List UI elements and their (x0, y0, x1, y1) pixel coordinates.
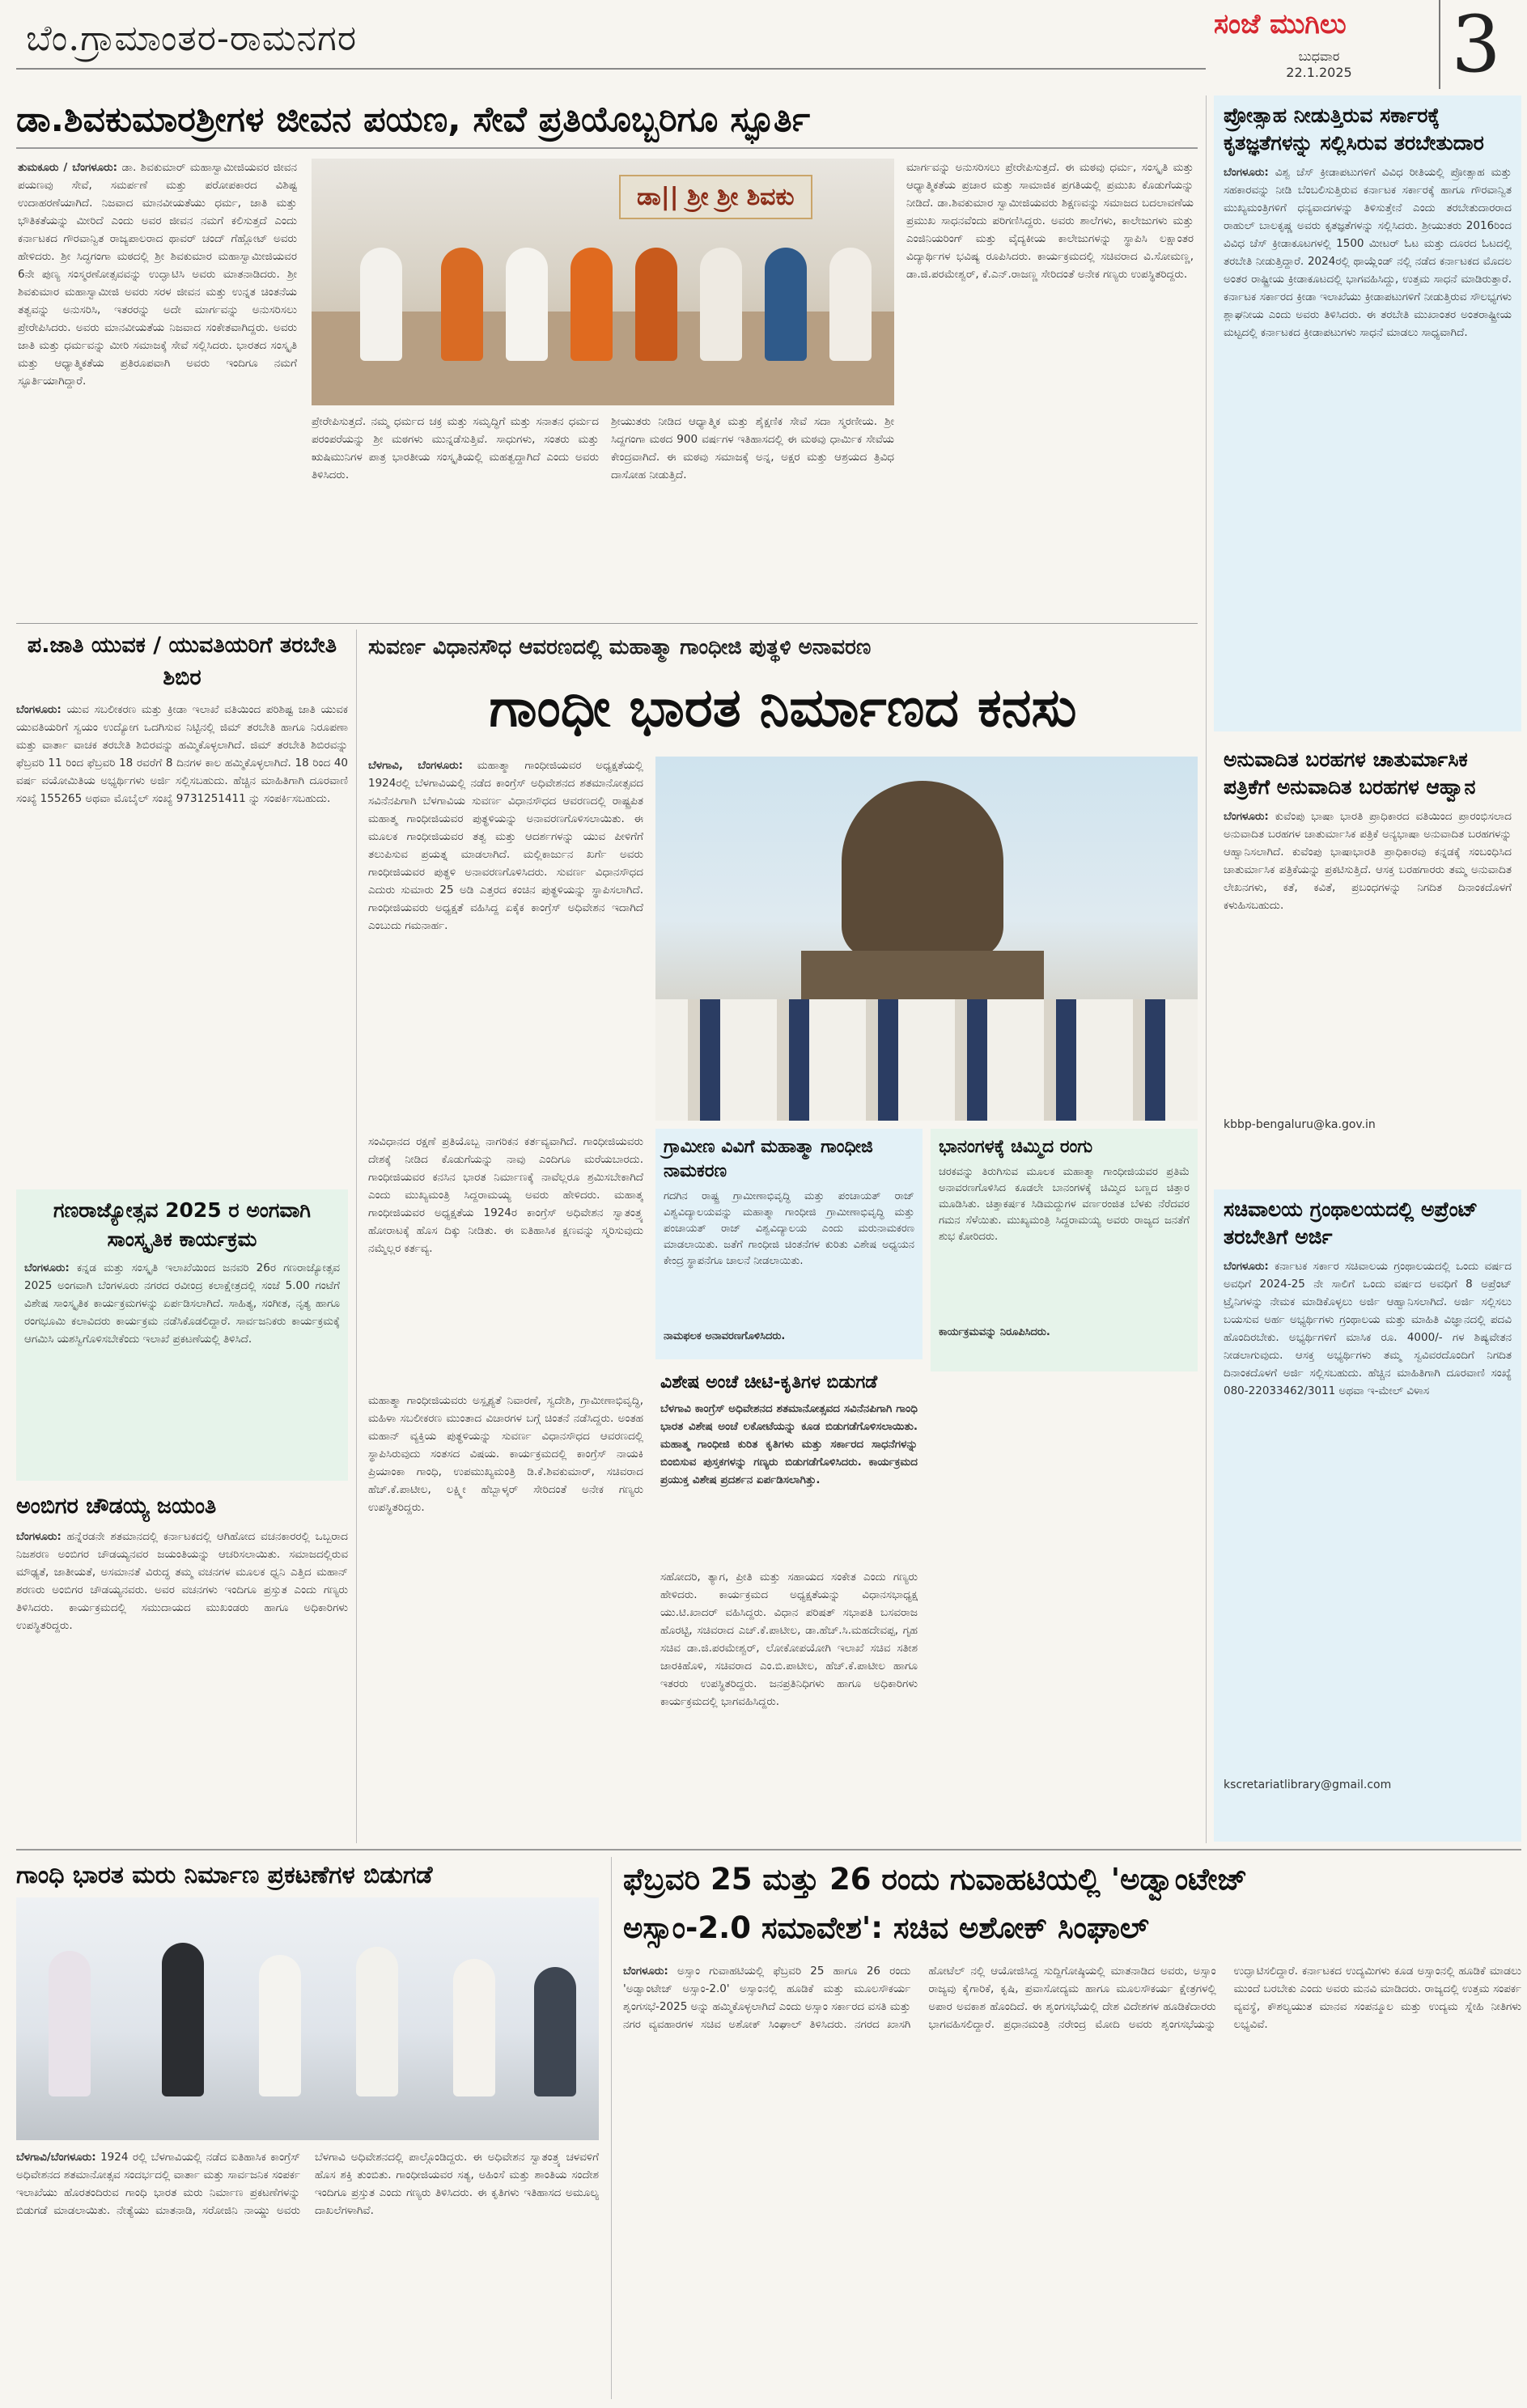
center-headline: ಗಾಂಧೀ ಭಾರತ ನಿರ್ಮಾಣದ ಕನಸು (489, 676, 1077, 739)
lead-body-fifth: ಮಾರ್ಗವನ್ನು ಅನುಸರಿಸಲು ಪ್ರೇರೇಪಿಸುತ್ತದೆ. ಈ ಮಠವು ಧರ್ಮ, ಸಂಸ್ಕೃತಿ ಮತ್ತು ಆಧ್ಯಾತ್ಮಿಕತೆಯ ಪ್ರಚಾರ ಮತ್ತು ಸಾಮಾಜಿಕ ಪ್ರಗತಿಯಲ್ಲಿ ಪ್ರಮುಖ ಕೊಡುಗೆಯನ್ನು ನೀಡಿದೆ. ಡಾ.ಶಿವಕುಮಾರ ಸ್ವಾಮೀಜಿಯವರು ಶಿಕ್ಷಣವನ್ನು ಸಮಾಜದ ಬದಲಾವಣೆಯ ಪ್ರಮುಖ ಸಾಧನವೆಂದು ಪರಿಗಣಿಸಿದ್ದರು. ಅವರು ಶಾಲೆಗಳು, ಕಾಲೇಜುಗಳು ಮತ್ತು ಎಂಜಿನಿಯರಿಂಗ್ ಮತ್ತು ವೈದ್ಯಕೀಯ ಕಾಲೇಜುಗಳನ್ನು ಸ್ಥಾಪಿಸಿ ಲಕ್ಷಾಂತರ ವಿದ್ಯಾರ್ಥಿಗಳ ಭವಿಷ್ಯ ರೂಪಿಸಿದರು. ಕಾರ್ಯಕ್ರಮದಲ್ಲಿ ಸಚಿವರಾದ ವಿ.ಸೋಮಣ್ಣ, ಡಾ.ಜಿ.ಪರಮೇಶ್ವರ್, ಕೆ.ಎನ್.ರಾಜಣ್ಣ ಸೇರಿದಂತೆ ಅನೇಕ ಗಣ್ಯರು ಉಪಸ್ಥಿತರಿದ್ದರು. (906, 161, 1194, 281)
ambigara-headline: ಅಂಬಿಗರ ಚೌಡಯ್ಯ ಜಯಂತಿ (16, 1494, 217, 1519)
center-body-bottom: ಮಹಾತ್ಮಾ ಗಾಂಧೀಜಿಯವರು ಅಸ್ಪೃಶ್ಯತೆ ನಿವಾರಣೆ, ಸ್ವದೇಶಿ, ಗ್ರಾಮೀಣಾಭಿವೃದ್ಧಿ, ಮಹಿಳಾ ಸಬಲೀಕರಣ ಮುಂತಾದ ವಿಚಾರಗಳ ಬಗ್ಗೆ ಚಿಂತನೆ ನಡೆಸಿದ್ದರು. ಅಂತಹ ಮಹಾನ್ ವ್ಯಕ್ತಿಯ ಪುತ್ಥಳಿಯನ್ನು ಸುವರ್ಣ ವಿಧಾನಸೌಧದ ಆವರಣದಲ್ಲಿ ಸ್ಥಾಪಿಸಿರುವುದು ಸಂತಸದ ವಿಷಯ. ಕಾರ್ಯಕ್ರಮದಲ್ಲಿ ಕಾಂಗ್ರೆಸ್ ನಾಯಕಿ ಪ್ರಿಯಾಂಕಾ ಗಾಂಧಿ, ಉಪಮುಖ್ಯಮಂತ್ರಿ ಡಿ.ಕೆ.ಶಿವಕುಮಾರ್, ಸಚಿವರಾದ ಹೆಚ್.ಕೆ.ಪಾಟೀಲ, ಲಕ್ಷ್ಮೀ ಹೆಬ್ಬಾಳ್ಕರ್ ಸೇರಿದಂತೆ ಅನೇಕ ಗಣ್ಯರು ಉಪಸ್ಥಿತರಿದ್ದರು. (368, 1394, 643, 1514)
photo-figure-2 (441, 248, 483, 361)
photo-figure-7 (765, 248, 807, 361)
right-bottom-body: ಕರ್ನಾಟಕ ಸರ್ಕಾರ ಸಚಿವಾಲಯ ಗ್ರಂಥಾಲಯದಲ್ಲಿ ಒಂದು ವರ್ಷದ ಅವಧಿಗೆ 2024-25 ನೇ ಸಾಲಿಗೆ ಒಂದು ವರ್ಷದ ಅವಧಿಗೆ 8 ಅಪ್ರೆಂಟ್ ಟ್ರೈನಿಗಳನ್ನು ನೇಮಕ ಮಾಡಿಕೊಳ್ಳಲು ಅರ್ಜಿ ಆಹ್ವಾನಿಸಲಾಗಿದೆ. ಅರ್ಜಿ ಸಲ್ಲಿಸಲು ಬಯಸುವ ಅರ್ಹ ಅಭ್ಯರ್ಥಿಗಳು ಗ್ರಂಥಾಲಯ ಮತ್ತು ಮಾಹಿತಿ ವಿಜ್ಞಾನದಲ್ಲಿ ಪದವಿ ಹೊಂದಿರಬೇಕು. ಅಭ್ಯರ್ಥಿಗಳಿಗೆ ಮಾಸಿಕ ರೂ. 4000/- ಗಳ ಶಿಷ್ಯವೇತನ ನೀಡಲಾಗುವುದು. ಆಸಕ್ತ ಅಭ್ಯರ್ಥಿಗಳು ತಮ್ಮ ಸ್ವವಿವರದೊಂದಿಗೆ ನಿಗದಿತ ದಿನಾಂಕದೊಳಗೆ ಅರ್ಜಿ ಸಲ್ಲಿಸಬಹುದು. ಹೆಚ್ಚಿನ ಮಾಹಿತಿಗಾಗಿ ದೂರವಾಣಿ ಸಂಖ್ಯೆ 080-22033462/3011 ಅಥವಾ ಇ-ಮೇಲ್ ವಿಳಾಸ (1224, 1260, 1512, 1397)
bottom-left-photo (16, 1897, 599, 2140)
sc-training-article (16, 630, 348, 1172)
bottom-photo-person-1 (49, 1951, 91, 2096)
photo-figure-5 (635, 248, 677, 361)
bottom-photo-person-4 (356, 1947, 398, 2096)
vishesha-box-title: ವಿಶೇಷ ಅಂಚೆ ಚೀಟಿ-ಕೃತಿಗಳ ಬಿಡುಗಡೆ (660, 1372, 878, 1393)
right-bottom-email[interactable]: kscretariatlibrary@gmail.com (1224, 1778, 1392, 1791)
center-body-left: ಮಹಾತ್ಮಾ ಗಾಂಧೀಜಿಯವರ ಅಧ್ಯಕ್ಷತೆಯಲ್ಲಿ 1924ರಲ್ಲಿ ಬೆಳಗಾವಿಯಲ್ಲಿ ನಡೆದ ಕಾಂಗ್ರೆಸ್ ಅಧಿವೇಶನದ ಶತಮಾನೋತ್ಸವದ ಸವಿನೆನಪಿಗಾಗಿ ಬೆಳಗಾವಿಯ ಸುವರ್ಣ ವಿಧಾನಸೌಧದ ಆವರಣದಲ್ಲಿ ರಾಷ್ಟ್ರಪಿತ ಮಹಾತ್ಮ ಗಾಂಧೀಜಿಯವರ ಪುತ್ಥಳಿಯನ್ನು ಅನಾವರಣಗೊಳಿಸಲಾಯಿತು. ಈ ಮೂಲಕ ಗಾಂಧೀಜಿಯವರ ತತ್ವ ಮತ್ತು ಆದರ್ಶಗಳನ್ನು ಯುವ ಪೀಳಿಗೆಗೆ ತಲುಪಿಸುವ ಪ್ರಯತ್ನ ಮಾಡಲಾಗಿದೆ. ಮಲ್ಲಿಕಾರ್ಜುನ ಖರ್ಗೆ ಅವರು ಗಾಂಧೀಜಿಯವರ ಪುತ್ಥಳಿ ಅನಾವರಣಗೊಳಿಸಿದರು. ಸುವರ್ಣ ವಿಧಾನಸೌಧದ ಎದುರು ಸುಮಾರು 25 ಅಡಿ ಎತ್ತರದ ಕಂಚಿನ ಪುತ್ಥಳಿಯನ್ನು ಸ್ಥಾಪಿಸಲಾಗಿದೆ. ಗಾಂಧೀಜಿಯವರು ಅಧ್ಯಕ್ಷತೆ ವಹಿಸಿದ್ದ ಏಕೈಕ ಕಾಂಗ್ರೆಸ್ ಅಧಿವೇಶನ ಇದಾಗಿದೆ ಎಂಬುದು ಗಮನಾರ್ಹ. (368, 759, 643, 932)
bottom-left-body: 1924 ರಲ್ಲಿ ಬೆಳಗಾವಿಯಲ್ಲಿ ನಡೆದ ಐತಿಹಾಸಿಕ ಕಾಂಗ್ರೆಸ್ ಅಧಿವೇಶನದ ಶತಮಾನೋತ್ಸವ ಸಂದರ್ಭದಲ್ಲಿ ವಾರ್ತಾ ಮತ್ತು ಸಾರ್ವಜನಿಕ ಸಂಪರ್ಕ ಇಲಾಖೆಯು ಹೊರತಂದಿರುವ ಗಾಂಧಿ ಭಾರತ ಮರು ನಿರ್ಮಾಣ ಪ್ರಕಟಣೆಗಳನ್ನು ಬಿಡುಗಡೆ ಮಾಡಲಾಯಿತು. ನೇತ್ಯೆಯು ಮಾತನಾಡಿ, ಸರೋಜಿನಿ ನಾಯ್ಡು ಅವರು ಬೆಳಗಾವಿ ಅಧಿವೇಶನದಲ್ಲಿ ಪಾಲ್ಗೊಂಡಿದ್ದರು. ಈ ಅಧಿವೇಶನ ಸ್ವಾತಂತ್ರ್ಯ ಚಳವಳಿಗೆ ಹೊಸ ಶಕ್ತಿ ತುಂಬಿತು. ಗಾಂಧೀಜಿಯವರ ಸತ್ಯ, ಅಹಿಂಸೆ ಮತ್ತು ಶಾಂತಿಯ ಸಂದೇಶ ಇಂದಿಗೂ ಪ್ರಸ್ತುತ ಎಂದು ಗಣ್ಯರು ತಿಳಿಸಿದರು. ಈ ಕೃತಿಗಳು ಇತಿಹಾಸದ ಅಮೂಲ್ಯ ದಾಖಲೆಗಳಾಗಿವೆ. (16, 2151, 599, 2217)
bhana-box-body: ಚರಕವನ್ನು ತಿರುಗಿಸುವ ಮೂಲಕ ಮಹಾತ್ಮಾ ಗಾಂಧೀಜಿಯವರ ಪ್ರತಿಮೆ ಅನಾವರಣಗೊಳಿಸಿದ ಕೂಡಲೇ ಬಾನಂಗಳಕ್ಕೆ ಚಿಮ್ಮಿದ ಬಣ್ಣದ ಚಿತ್ತಾರ ಮೂಡಿಸಿತು. ಚಿತ್ತಾಕರ್ಷಕ ಸಿಡಿಮದ್ದುಗಳ ವರ್ಣರಂಜಿತ ಬೆಳಕು ನೆರೆದವರ ಗಮನ ಸೆಳೆಯಿತು. ಮುಖ್ಯಮಂತ್ರಿ ಸಿದ್ದರಾಮಯ್ಯ ಅವರು ರಾಜ್ಯದ ಜನತೆಗೆ ಶುಭ ಕೋರಿದರು. (939, 1166, 1190, 1243)
sc-training-dateline: ಬೆಂಗಳೂರು: (16, 703, 62, 716)
issue-day: ಬುಧವಾರ (1298, 49, 1340, 64)
rule-left-col (356, 630, 357, 1843)
logo-text: ಸಂಜೆ ಮುಗಿಲು (1214, 8, 1347, 40)
sc-training-body: ಯುವ ಸಬಲೀಕರಣ ಮತ್ತು ಕ್ರೀಡಾ ಇಲಾಖೆ ವತಿಯಿಂದ ಪರಿಶಿಷ್ಟ ಜಾತಿ ಯುವಕ ಯುವತಿಯರಿಗೆ ಸ್ವಯಂ ಉದ್ಯೋಗ ಒದಗಿಸುವ ನಿಟ್ಟಿನಲ್ಲಿ ಜಿಮ್ ತರಬೇತಿ ಹಾಗೂ ನಿರೂಪಣಾ ಮತ್ತು ವಾರ್ತಾ ವಾಚಕ ತರಬೇತಿ ಶಿಬಿರವನ್ನು ಹಮ್ಮಿಕೊಳ್ಳಲಾಗಿದೆ. ಜಿಮ್ ತರಬೇತಿ ಶಿಬಿರವನ್ನು ಫೆಬ್ರವರಿ 11 ರಿಂದ ಫೆಬ್ರವರಿ 18 ರವರೆಗೆ 8 ದಿನಗಳ ಕಾಲ ಹಮ್ಮಿಕೊಳ್ಳಲಾಗಿದೆ. 18 ರಿಂದ 40 ವರ್ಷ ವಯೋಮಿತಿಯ ಅಭ್ಯರ್ಥಿಗಳು ಅರ್ಜಿ ಸಲ್ಲಿಸಬಹುದು. ಹೆಚ್ಚಿನ ಮಾಹಿತಿಗಾಗಿ ದೂರವಾಣಿ ಸಂಖ್ಯೆ 155265 ಅಥವಾ ಮೊಬೈಲ್ ಸಂಖ್ಯೆ 9731251411 ನ್ನು ಸಂಪರ್ಕಿಸಬಹುದು. (16, 703, 348, 805)
lead-photo (312, 159, 894, 405)
vishesha-box (655, 1367, 923, 1833)
republic-day-article (16, 1189, 348, 1481)
ambigara-article (16, 1490, 348, 1838)
rule-bottom (611, 1857, 612, 2399)
section-title: ಬೆಂ.ಗ್ರಾಮಾಂತರ-ರಾಮನಗರ (26, 18, 358, 59)
republic-day-text (24, 1259, 340, 1453)
center-kicker: ಸುವರ್ಣ ವಿಧಾನಸೌಧ ಆವರಣದಲ್ಲಿ ಮಹಾತ್ಮಾ ಗಾಂಧೀಜಿ ಪುತ್ಥಳಿ ಅನಾವರಣ (368, 635, 872, 659)
ambigara-body: ಹನ್ನೆರಡನೇ ಶತಮಾನದಲ್ಲಿ ಕರ್ನಾಟಕದಲ್ಲಿ ಆಗಿಹೋದ ವಚನಕಾರರಲ್ಲಿ ಒಬ್ಬರಾದ ನಿಜಶರಣ ಅಂಬಿಗರ ಚೌಡಯ್ಯನವರ ಜಯಂತಿಯನ್ನು ಆಚರಿಸಲಾಯಿತು. ಸಮಾಜದಲ್ಲಿರುವ ಮೌಢ್ಯತೆ, ಜಾತೀಯತೆ, ಅಸಮಾನತೆ ವಿರುದ್ಧ ತಮ್ಮ ವಚನಗಳ ಮೂಲಕ ಧ್ವನಿ ಎತ್ತಿದ ಮಹಾನ್ ಶರಣರು ಅಂಬಿಗರ ಚೌಡಯ್ಯನವರು. ಅವರ ವಚನಗಳು ಇಂದಿಗೂ ಪ್ರಸ್ತುತ ಎಂದು ಗಣ್ಯರು ತಿಳಿಸಿದರು. ಕಾರ್ಯಕ್ರಮದಲ್ಲಿ ಸಮುದಾಯದ ಮುಖಂಡರು ಹಾಗೂ ಅಧಿಕಾರಿಗಳು ಉಪಸ್ಥಿತರಿದ್ದರು. (16, 1530, 348, 1632)
photo-banner: ಡಾ|| ಶ್ರೀ ಶ್ರೀ ಶಿವಕು (619, 175, 812, 219)
lead-col-3 (611, 413, 894, 615)
right-bottom-headline: ಸಚಿವಾಲಯ ಗ್ರಂಥಾಲಯದಲ್ಲಿ ಅಪ್ರೆಂಟ್ ತರಬೇತಿಗೆ ಅರ್ಜಿ (1224, 1198, 1478, 1249)
right-mid-email[interactable]: kbbp-bengaluru@ka.gov.in (1224, 1118, 1376, 1131)
lead-col-4 (906, 159, 1194, 615)
bottom-left-headline: ಗಾಂಧಿ ಭಾರತ ಮರು ನಿರ್ಮಾಣ ಪ್ರಕಟಣೆಗಳ ಬಿಡುಗಡೆ (16, 1861, 433, 1889)
lead-body-fourth: ಶ್ರೀಯುತರು ನೀಡಿದ ಆಧ್ಯಾತ್ಮಿಕ ಮತ್ತು ಶೈಕ್ಷಣಿಕ ಸೇವೆ ಸದಾ ಸ್ಮರಣೀಯ. ಶ್ರೀ ಸಿದ್ದಗಂಗಾ ಮಠದ 900 ವರ್ಷಗಳ ಇತಿಹಾಸದಲ್ಲಿ ಈ ಮಠವು ಧಾರ್ಮಿಕ ಸೇವೆಯ ಕೇಂದ್ರವಾಗಿದೆ. ಈ ಮಠವು ಸಮಾಜಕ್ಕೆ ಅನ್ನ, ಅಕ್ಷರ ಮತ್ತು ಆಶ್ರಯದ ತ್ರಿವಿಧ ದಾಸೋಹ ನೀಡುತ್ತಿದೆ. (611, 415, 894, 481)
gram-box-title: ಗ್ರಾಮೀಣ ವಿವಿಗೆ ಮಹಾತ್ಮಾ ಗಾಂಧೀಜಿ ನಾಮಕರಣ (664, 1137, 873, 1181)
lead-body-second: ಶ್ರೀ ಶಿವಕುಮಾರ ಮಹಾಸ್ವಾಮೀಜಿ ಅವರು ಸರಳ ಜೀವನ ಮತ್ತು ಉನ್ನತ ಚಿಂತನೆಯ ತತ್ವವನ್ನು ಅನುಸರಿಸಿ, ಇತರರನ್ನು ಅದೇ ಮಾರ್ಗವನ್ನು ಅನುಸರಿಸಲು ಪ್ರೇರೇಪಿಸಿದರು. ಅವರು ಮಾನವೀಯತೆಯ ನಿಜವಾದ ಸಂಕೇತವಾಗಿದ್ದರು. ಅವರು ಜಾತಿ ಮತ್ತು ಧರ್ಮವನ್ನು ಮೀರಿ ಸಮಾಜಕ್ಕೆ ಸೇವೆ ಸಲ್ಲಿಸಿದರು. ಭಾರತದ ಸಂಸ್ಕೃತಿ ಮತ್ತು ಆಧ್ಯಾತ್ಮಿಕತೆಯ ಪ್ರತಿರೂಪವಾಗಿ ಅವರು ಇಂದಿಗೂ ನಮಗೆ ಸ್ಫೂರ್ತಿಯಾಗಿದ್ದಾರೆ. (18, 268, 297, 388)
right-bottom-dateline: ಬೆಂಗಳೂರು: (1224, 1260, 1269, 1273)
bottom-right-headline-2: ಅಸ್ಸಾಂ-2.0 ಸಮಾವೇಶ': ಸಚಿವ ಅಶೋಕ್ ಸಿಂಘಾಲ್ (623, 1910, 1149, 1945)
rule-right-col (1206, 95, 1207, 1843)
bottom-section-rule (16, 1849, 1521, 1851)
statue-pedestal (801, 951, 1044, 999)
statue (842, 781, 1003, 959)
right-top-article (1214, 95, 1521, 731)
republic-day-headline: ಗಣರಾಜ್ಯೋತ್ಸವ 2025 ರ ಅಂಗವಾಗಿ ಸಾಂಸ್ಕೃತಿಕ ಕಾರ್ಯಕ್ರಮ (53, 1198, 311, 1251)
photo-figure-4 (571, 248, 613, 361)
right-bottom-article (1214, 1189, 1521, 1842)
lead-body-first: ಡಾ. ಶಿವಕುಮಾರ್ ಮಹಾಸ್ವಾಮೀಜಿಯವರ ಜೀವನ ಪಯಣವು ಸೇವೆ, ಸಮರ್ಪಣೆ ಮತ್ತು ಪರೋಪಕಾರದ ವಿಶಿಷ್ಟ ಉದಾಹರಣೆಯಾಗಿದೆ. ನಿಜವಾದ ಮಾನವೀಯತೆಯು ಧರ್ಮ, ಜಾತಿ ಮತ್ತು ಭೌತಿಕತೆಯನ್ನು ಮೀರಿದೆ ಎಂದು ಅವರ ಜೀವನ ನಮಗೆ ಕಲಿಸುತ್ತದೆ ಎಂದು ಕರ್ನಾಟಕದ ಗೌರವಾನ್ವಿತ ರಾಜ್ಯಪಾಲರಾದ ಥಾವರ್ ಚಂದ್ ಗೆಹ್ಲೋಟ್ ಅವರು ಹೇಳಿದರು. ಶ್ರೀ ಸಿದ್ಧಗಂಗಾ ಮಠದಲ್ಲಿ ಶ್ರೀ ಶಿವಕುಮಾರ ಮಹಾಸ್ವಾಮೀಜಿಯವರ 6ನೇ ಪುಣ್ಯ ಸಂಸ್ಮರಣೋತ್ಸವವನ್ನು ಉದ್ಘಾಟಿಸಿ ಅವರು ಮಾತನಾಡಿದರು. (18, 161, 297, 281)
issue-date: 22.1.2025 (1286, 65, 1352, 80)
ambigara-dateline: ಬೆಂಗಳೂರು: (16, 1530, 62, 1543)
bhana-box-title: ಭಾನಂಗಳಕ್ಕೆ ಚಿಮ್ಮಿದ ರಂಗು (939, 1137, 1093, 1157)
photo-figure-1 (360, 248, 402, 361)
right-bottom-text (1224, 1257, 1512, 1775)
sc-training-text (16, 701, 348, 1154)
right-mid-body: ಕುವೆಂಪು ಭಾಷಾ ಭಾರತಿ ಪ್ರಾಧಿಕಾರದ ವತಿಯಿಂದ ಪ್ರಾರಂಭಿಸಲಾದ ಅನುವಾದಿತ ಬರಹಗಳ ಚಾತುರ್ಮಾಸಿಕ ಪತ್ರಿಕೆ ಅನ್ಯಭಾಷಾ ಅನುವಾದಿತ ಬರಹಗಳನ್ನು ಆಹ್ವಾನಿಸಲಾಗಿದೆ. ಕುವೆಂಪು ಭಾಷಾಭಾರತಿ ಪ್ರಾಧಿಕಾರವು ಕನ್ನಡಕ್ಕೆ ಸಂಬಂಧಿಸಿದ ಚಾತುರ್ಮಾಸಿಕ ಪತ್ರಿಕೆಯನ್ನು ಪ್ರಕಟಿಸುತ್ತಿದೆ. ಆಸಕ್ತ ಬರಹಗಾರರು ತಮ್ಮ ಅನುವಾದಿತ ಲೇಖನಗಳು, ಕತೆ, ಕವಿತೆ, ಪ್ರಬಂಧಗಳನ್ನು ನಿಗದಿತ ದಿನಾಂಕದೊಳಗೆ ಕಳುಹಿಸಬಹುದು. (1224, 810, 1512, 912)
lead-dateline: ತುಮಕೂರು / ಬೆಂಗಳೂರು: (18, 161, 118, 174)
right-top-body: ವಿಶ್ವ ಚೆಸ್ ಕ್ರೀಡಾಪಟುಗಳಿಗೆ ವಿವಿಧ ರೀತಿಯಲ್ಲಿ ಪ್ರೋತ್ಸಾಹ ಮತ್ತು ಸಹಕಾರವನ್ನು ನೀಡಿ ಬೆಂಬಲಿಸುತ್ತಿರುವ ಕರ್ನಾಟಕ ಸರ್ಕಾರಕ್ಕೆ ಹಾಗೂ ಗೌರವಾನ್ವಿತ ಮುಖ್ಯಮಂತ್ರಿಗಳಿಗೆ ಧನ್ಯವಾದಗಳನ್ನು ತಿಳಿಸುತ್ತೇನೆ ಎಂದು ತರಬೇತುದಾರರಾದ ರಾಹುಲ್ ಬಾಲಕೃಷ್ಣ ಅವರು ಕೃತಜ್ಞತೆಗಳನ್ನು ಸಲ್ಲಿಸಿದರು. ಶ್ರೀಯುತರು 2016ರಿಂದ ವಿವಿಧ ಚೆಸ್ ಕ್ರೀಡಾಕೂಟಗಳಲ್ಲಿ 1500 ಮೀಟರ್ ಓಟ ಮತ್ತು ದೂರದ ಓಟದಲ್ಲಿ ತರಬೇತಿ ನೀಡುತ್ತಿದ್ದಾರೆ. 2024ರಲ್ಲಿ ಥಾಯ್ಲೆಂಡ್ ನಲ್ಲಿ ನಡೆದ ಕರ್ನಾಟಕದ ಮೊದಲ ಅಂತರ ರಾಷ್ಟ್ರೀಯ ಕ್ರೀಡಾಕೂಟದಲ್ಲಿ ಭಾಗವಹಿಸಿದ್ದು, ಉತ್ತಮ ಸಾಧನೆ ಮಾಡಿರುತ್ತಾರೆ. ಕರ್ನಾಟಕ ಸರ್ಕಾರದ ಕ್ರೀಡಾ ಇಲಾಖೆಯು ಕ್ರೀಡಾಪಟುಗಳಿಗೆ ನೀಡುತ್ತಿರುವ ಸೌಲಭ್ಯಗಳು ಶ್ಲಾಘನೀಯ ಎಂದು ಅವರು ತಿಳಿಸಿದರು. ಈ ತರಬೇತಿ ಮುಖಾಂತರ ಅಂತರಾಷ್ಟ್ರೀಯ ಮಟ್ಟದಲ್ಲಿ ಕರ್ನಾಟಕದ ಕ್ರೀಡಾಪಟುಗಳು ಸಾಧನೆ ಮಾಡಲು ಸಾಧ್ಯವಾಗಿದೆ. (1224, 166, 1512, 339)
gram-box-byline: ನಾಮಫಲಕ ಅನಾವರಣಗೊಳಿಸಿದರು. (664, 1330, 786, 1342)
bottom-right-dateline: ಬೆಂಗಳೂರು: (623, 1965, 668, 1978)
photo-figure-3 (506, 248, 548, 361)
right-top-text (1224, 163, 1512, 649)
bottom-photo-person-3 (259, 1955, 301, 2096)
sc-training-headline: ಪ.ಜಾತಿ ಯುವಕ / ಯುವತಿಯರಿಗೆ ತರಬೇತಿ ಶಿಬಿರ (27, 633, 337, 690)
section-label (16, 13, 1206, 70)
bhana-box (931, 1129, 1198, 1371)
photo-figure-6 (700, 248, 742, 361)
bottom-right-headline-1: ಫೆಬ್ರವರಿ 25 ಮತ್ತು 26 ರಂದು ಗುವಾಹಟಿಯಲ್ಲಿ 'ಅಡ್ವಾಂಟೇಜ್ (623, 1862, 1248, 1897)
center-col-4 (931, 1384, 1198, 1833)
republic-day-body: ಕನ್ನಡ ಮತ್ತು ಸಂಸ್ಕೃತಿ ಇಲಾಖೆಯಿಂದ ಜನವರಿ 26ರ ಗಣರಾಜ್ಯೋತ್ಸವ 2025 ಅಂಗವಾಗಿ ಬೆಂಗಳೂರು ನಗರದ ರವೀಂದ್ರ ಕಲಾಕ್ಷೇತ್ರದಲ್ಲಿ ಸಂಜೆ 5.00 ಗಂಟೆಗೆ ವಿಶೇಷ ಸಾಂಸ್ಕೃತಿಕ ಕಾರ್ಯಕ್ರಮಗಳನ್ನು ಏರ್ಪಡಿಸಲಾಗಿದೆ. ಸಾಹಿತ್ಯ, ಸಂಗೀತ, ನೃತ್ಯ ಹಾಗೂ ರಂಗಭೂಮಿ ಕಲಾವಿದರು ಕಾರ್ಯಕ್ರಮ ನಡೆಸಿಕೊಡಲಿದ್ದಾರೆ. ಸಾರ್ವಜನಿಕರು ಕಾರ್ಯಕ್ರಮಕ್ಕೆ ಆಗಮಿಸಿ ಯಶಸ್ವಿಗೊಳಿಸಬೇಕೆಂದು ಇಲಾಖೆ ಪ್ರಕಟಣೆಯಲ್ಲಿ ತಿಳಿಸಿದೆ. (24, 1261, 340, 1346)
bottom-photo-person-6 (534, 1967, 576, 2096)
center-dateline: ಬೆಳಗಾವಿ, ಬೆಂಗಳೂರು: (368, 759, 464, 772)
lead-headline: ಡಾ.ಶಿವಕುಮಾರಶ್ರೀಗಳ ಜೀವನ ಪಯಣ, ಸೇವೆ ಪ್ರತಿಯೊಬ್ಬರಿಗೂ ಸ್ಫೂರ್ತಿ (16, 100, 810, 140)
republic-day-dateline: ಬೆಂಗಳೂರು: (24, 1261, 70, 1274)
right-mid-dateline: ಬೆಂಗಳೂರು: (1224, 810, 1269, 823)
right-top-dateline: ಬೆಂಗಳೂರು: (1224, 166, 1269, 179)
right-mid-headline: ಅನುವಾದಿತ ಬರಹಗಳ ಚಾತುರ್ಮಾಸಿಕ ಪತ್ರಿಕೆಗೆ ಅನುವಾದಿತ ಬರಹಗಳ ಆಹ್ವಾನ (1224, 748, 1476, 799)
crowd (655, 999, 1198, 1121)
right-top-headline: ಪ್ರೋತ್ಸಾಹ ನೀಡುತ್ತಿರುವ ಸರ್ಕಾರಕ್ಕೆ ಕೃತಜ್ಞತೆಗಳನ್ನು ಸಲ್ಲಿಸಿರುವ ತರಬೇತುದಾರ (1224, 104, 1484, 155)
logo (1214, 8, 1424, 53)
bottom-left-dateline: ಬೆಳಗಾವಿ/ಬೆಂಗಳೂರು: (16, 2151, 96, 2164)
gram-box-body: ಗದಗಿನ ರಾಷ್ಟ್ರ ಗ್ರಾಮೀಣಾಭಿವೃದ್ಧಿ ಮತ್ತು ಪಂಚಾಯತ್ ರಾಜ್ ವಿಶ್ವವಿದ್ಯಾಲಯವನ್ನು ಮಹಾತ್ಮಾ ಗಾಂಧೀಜಿ ಗ್ರಾಮೀಣಾಭಿವೃದ್ಧಿ ಮತ್ತು ಪಂಚಾಯತ್ ರಾಜ್ ವಿಶ್ವವಿದ್ಯಾಲಯ ಎಂದು ಮರುನಾಮಕರಣ ಮಾಡಲಾಯಿತು. ಜತೆಗೆ ಗಾಂಧೀಜಿ ಚಿಂತನೆಗಳ ಕುರಿತು ವಿಶೇಷ ಅಧ್ಯಯನ ಕೇಂದ್ರ ಸ್ಥಾಪನೆಗೂ ಚಾಲನೆ ನೀಡಲಾಯಿತು. (664, 1190, 914, 1267)
vishesha-box-body: ಬೆಳಗಾವಿ ಕಾಂಗ್ರೆಸ್ ಅಧಿವೇಶನದ ಶತಮಾನೋತ್ಸವದ ಸವಿನೆನಪಿಗಾಗಿ ಗಾಂಧಿ ಭಾರತ ವಿಶೇಷ ಅಂಚೆ ಲಕೋಟೆಯನ್ನು ಕೂಡ ಬಿಡುಗಡೆಗೊಳಿಸಲಾಯಿತು. ಮಹಾತ್ಮ ಗಾಂಧೀಜಿ ಕುರಿತ ಕೃತಿಗಳು ಮತ್ತು ಸರ್ಕಾರದ ಸಾಧನೆಗಳನ್ನು ಬಿಂಬಿಸುವ ಪುಸ್ತಕಗಳನ್ನು ಗಣ್ಯರು ಬಿಡುಗಡೆಗೊಳಿಸಿದರು. ಕಾರ್ಯಕ್ರಮದ ಪ್ರಯುಕ್ತ ವಿಶೇಷ ಪ್ರದರ್ಶನ ಏರ್ಪಡಿಸಲಾಗಿತ್ತು. (660, 1402, 918, 1486)
gandhi-statue-photo (655, 757, 1198, 1121)
right-mid-article (1214, 740, 1521, 1185)
center-body-right: ಸಂವಿಧಾನದ ರಕ್ಷಣೆ ಪ್ರತಿಯೊಬ್ಬ ನಾಗರಿಕನ ಕರ್ತವ್ಯವಾಗಿದೆ. ಗಾಂಧೀಜಿಯವರು ದೇಶಕ್ಕೆ ನೀಡಿದ ಕೊಡುಗೆಯನ್ನು ನಾವು ಎಂದಿಗೂ ಮರೆಯಬಾರದು. ಗಾಂಧೀಜಿಯವರ ಕನಸಿನ ಭಾರತ ನಿರ್ಮಾಣಕ್ಕೆ ನಾವೆಲ್ಲರೂ ಶ್ರಮಿಸಬೇಕಾಗಿದೆ ಎಂದು ಮುಖ್ಯಮಂತ್ರಿ ಸಿದ್ದರಾಮಯ್ಯ ಅವರು ಹೇಳಿದರು. ಮಹಾತ್ಮ ಗಾಂಧೀಜಿಯವರ ಅಧ್ಯಕ್ಷತೆಯ 1924ರ ಕಾಂಗ್ರೆಸ್ ಅಧಿವೇಶನ ಸ್ವಾತಂತ್ರ್ಯ ಹೋರಾಟಕ್ಕೆ ಹೊಸ ದಿಕ್ಕು ನೀಡಿತು. ಈ ಐತಿಹಾಸಿಕ ಕ್ಷಣವನ್ನು ಸ್ಮರಿಸುವುದು ನಮ್ಮೆಲ್ಲರ ಕರ್ತವ್ಯ. (368, 1135, 643, 1255)
right-mid-text (1224, 808, 1512, 1115)
lead-rule (16, 147, 1198, 149)
vishesha-box-tail: ಸಹೋದರಿ, ತ್ಯಾಗ, ಪ್ರೀತಿ ಮತ್ತು ಸಹಾಯದ ಸಂಕೇತ ಎಂದು ಗಣ್ಯರು ಹೇಳಿದರು. ಕಾರ್ಯಕ್ರಮದ ಅಧ್ಯಕ್ಷತೆಯನ್ನು ವಿಧಾನಸಭಾಧ್ಯಕ್ಷ ಯು.ಟಿ.ಖಾದರ್ ವಹಿಸಿದ್ದರು. ವಿಧಾನ ಪರಿಷತ್ ಸಭಾಪತಿ ಬಸವರಾಜ ಹೊರಟ್ಟಿ, ಸಚಿವರಾದ ಎಚ್.ಕೆ.ಪಾಟೀಲ, ಡಾ.ಹೆಚ್.ಸಿ.ಮಹದೇವಪ್ಪ, ಗೃಹ ಸಚಿವ ಡಾ.ಜಿ.ಪರಮೇಶ್ವರ್, ಲೋಕೋಪಯೋಗಿ ಇಲಾಖೆ ಸಚಿವ ಸತೀಶ ಜಾರಕಿಹೊಳಿ, ಸಚಿವರಾದ ಎಂ.ಬಿ.ಪಾಟೀಲ, ಹೆಚ್.ಕೆ.ಪಾಟೀಲ ಹಾಗೂ ಇತರರು ಉಪಸ್ಥಿತರಿದ್ದರು. ಜನಪ್ರತಿನಿಧಿಗಳು ಹಾಗೂ ಅಧಿಕಾರಿಗಳು ಕಾರ್ಯಕ್ರಮದಲ್ಲಿ ಭಾಗವಹಿಸಿದ್ದರು. (660, 1571, 918, 1708)
lead-col-2 (312, 413, 599, 615)
lead-bottom-rule (16, 623, 1198, 624)
lead-body-third: ಪ್ರೇರೇಪಿಸುತ್ತದೆ. ನಮ್ಮ ಧರ್ಮದ ಚಕ್ರ ಮತ್ತು ಸಮೃದ್ಧಿಗೆ ಮತ್ತು ಸನಾತನ ಧರ್ಮದ ಪರಂಪರೆಯನ್ನು ಶ್ರೀ ಮಠಗಳು ಮುನ್ನಡೆಸುತ್ತಿವೆ. ಸಾಧುಗಳು, ಸಂತರು ಮತ್ತು ಋಷಿಮುನಿಗಳ ಪಾತ್ರ ಭಾರತೀಯ ಸಂಸ್ಕೃತಿಯಲ್ಲಿ ಮಹತ್ವದ್ದಾಗಿದೆ ಎಂದು ಅವರು ತಿಳಿಸಿದರು. (312, 415, 599, 481)
bottom-right-text (623, 1962, 1521, 2399)
gram-box (655, 1129, 923, 1359)
lead-col-1 (18, 159, 297, 612)
bottom-right-body: ಅಸ್ಸಾಂ ಗುವಾಹಟಿಯಲ್ಲಿ ಫೆಬ್ರವರಿ 25 ಹಾಗೂ 26 ರಂದು 'ಅಡ್ವಾಂಟೇಜ್ ಅಸ್ಸಾಂ-2.0' ಅಸ್ಸಾಂನಲ್ಲಿ ಹೂಡಿಕೆ ಮತ್ತು ಮೂಲಸೌಕರ್ಯ ಶೃಂಗಸಭೆ-2025 ಅನ್ನು ಹಮ್ಮಿಕೊಳ್ಳಲಾಗಿದೆ ಎಂದು ಅಸ್ಸಾಂ ಸರ್ಕಾರದ ವಸತಿ ಮತ್ತು ನಗರ ವ್ಯವಹಾರಗಳ ಸಚಿವ ಅಶೋಕ್ ಸಿಂಘಾಲ್ ತಿಳಿಸಿದರು. ನಗರದ ಖಾಸಗಿ ಹೋಟೆಲ್ ನಲ್ಲಿ ಆಯೋಜಿಸಿದ್ದ ಸುದ್ದಿಗೋಷ್ಠಿಯಲ್ಲಿ ಮಾತನಾಡಿದ ಅವರು, ಅಸ್ಸಾಂ ರಾಜ್ಯವು ಕೈಗಾರಿಕೆ, ಕೃಷಿ, ಪ್ರವಾಸೋದ್ಯಮ ಹಾಗೂ ಮೂಲಸೌಕರ್ಯ ಕ್ಷೇತ್ರಗಳಲ್ಲಿ ಅಪಾರ ಅವಕಾಶ ಹೊಂದಿದೆ. ಈ ಶೃಂಗಸಭೆಯಲ್ಲಿ ದೇಶ ವಿದೇಶಗಳ ಹೂಡಿಕೆದಾರರು ಭಾಗವಹಿಸಲಿದ್ದಾರೆ. ಪ್ರಧಾನಮಂತ್ರಿ ನರೇಂದ್ರ ಮೋದಿ ಅವರು ಶೃಂಗಸಭೆಯನ್ನು ಉದ್ಘಾಟಿಸಲಿದ್ದಾರೆ. ಕರ್ನಾಟಕದ ಉದ್ಯಮಿಗಳು ಕೂಡ ಅಸ್ಸಾಂನಲ್ಲಿ ಹೂಡಿಕೆ ಮಾಡಲು ಮುಂದೆ ಬರಬೇಕು ಎಂದು ಅವರು ಮನವಿ ಮಾಡಿದರು. ರಾಜ್ಯದಲ್ಲಿ ಉತ್ತಮ ಸಂಪರ್ಕ ವ್ಯವಸ್ಥೆ, ಕೌಶಲ್ಯಯುತ ಮಾನವ ಸಂಪನ್ಮೂಲ ಮತ್ತು ಉದ್ಯಮ ಸ್ನೇಹಿ ನೀತಿಗಳು ಲಭ್ಯವಿವೆ. (623, 1965, 1521, 2031)
page-number: 3 (1439, 0, 1512, 89)
center-col-3 (368, 1392, 643, 1829)
bhana-box-byline: ಕಾರ್ಯಕ್ರಮವನ್ನು ನಿರೂಪಿಸಿದರು. (939, 1326, 1050, 1338)
bottom-photo-person-5 (453, 1959, 495, 2096)
photo-figure-8 (829, 248, 872, 361)
vishesha-box-extra (660, 1568, 918, 1811)
bottom-photo-person-2 (162, 1943, 204, 2096)
bottom-left-text (16, 2148, 599, 2399)
ambigara-text (16, 1528, 348, 1827)
